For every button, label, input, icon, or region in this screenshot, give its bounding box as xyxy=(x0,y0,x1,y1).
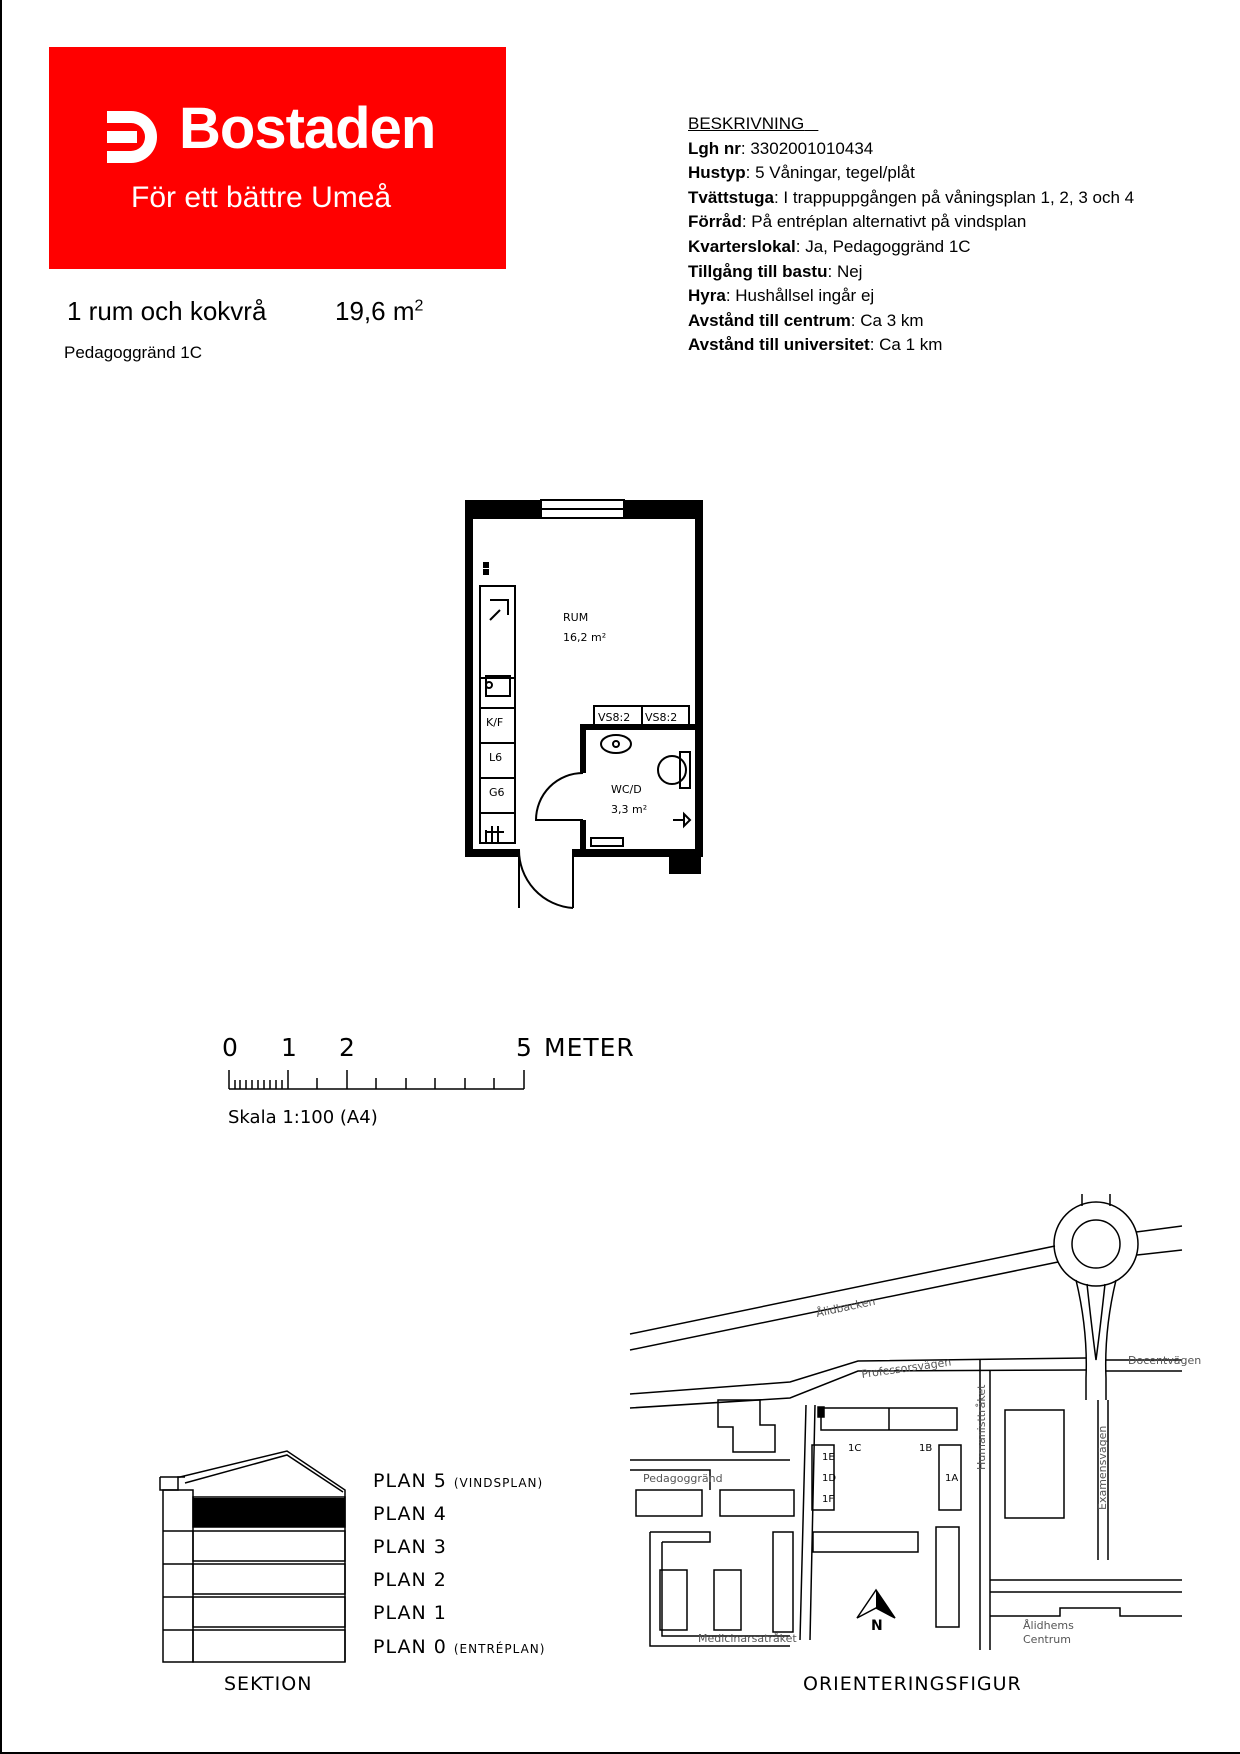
section-caption: SEKTION xyxy=(224,1673,313,1695)
street-label: Professorsvägen xyxy=(860,1355,953,1381)
description-row: Tvättstuga: I trappuppgången på våningsplan 1, 2, 3 och 4 xyxy=(688,187,1135,207)
scale-tick-label: 0 xyxy=(222,1033,238,1062)
building-label: 1D xyxy=(822,1473,837,1484)
description-value: I trappuppgången på våningsplan 1, 2, 3 och 4 xyxy=(783,187,1135,207)
description-row: Tillgång till bastu: Nej xyxy=(688,261,863,281)
description-value: På entréplan alternativt på vindsplan xyxy=(751,212,1027,232)
building-label: 1C xyxy=(848,1443,862,1454)
description-value: Nej xyxy=(836,261,863,281)
scale-tick-label: 1 xyxy=(281,1033,297,1062)
description-row: Hustyp: 5 Våningar, tegel/plåt xyxy=(688,163,915,183)
north-arrow-icon xyxy=(857,1590,895,1618)
building-label: 1E xyxy=(822,1452,835,1463)
description-key: Hyra xyxy=(688,286,726,306)
description-value: 3302001010434 xyxy=(750,138,874,158)
section-floor-label: PLAN 4 xyxy=(373,1503,447,1525)
building-label: 1B xyxy=(919,1443,933,1454)
description-key: Avstånd till universitet xyxy=(688,335,870,355)
description-heading: BESKRIVNING xyxy=(688,114,805,133)
room-area: 16,2 m² xyxy=(563,631,607,644)
apartment-street: Pedagoggränd 1C xyxy=(64,343,203,362)
description-key: Lgh nr xyxy=(688,138,741,158)
description-value: Ca 1 km xyxy=(879,335,943,355)
description-row: Förråd: På entréplan alternativt på vindsplan xyxy=(688,212,1027,232)
street-label: Docentvägen xyxy=(1128,1354,1202,1367)
description-row: Avstånd till centrum: Ca 3 km xyxy=(688,310,924,330)
description-row: Avstånd till universitet: Ca 1 km xyxy=(688,335,943,355)
section-floor-label: PLAN 3 xyxy=(373,1536,447,1558)
section-floor-label: PLAN 0 (ENTRÉPLAN) xyxy=(373,1636,546,1658)
building-label: 1A xyxy=(945,1473,959,1484)
street-label: Humanisttråket xyxy=(975,1384,988,1470)
logo-tagline: För ett bättre Umeå xyxy=(131,181,392,214)
description-value: Hushållsel ingår ej xyxy=(735,286,875,306)
unit-label: L6 xyxy=(489,751,503,764)
description-key: Avstånd till centrum xyxy=(688,310,851,330)
description-key: Tvättstuga xyxy=(688,187,774,207)
street-label: Pedagoggränd xyxy=(643,1472,723,1485)
building-label: 1F xyxy=(822,1494,835,1505)
closet-label: VS8:2 xyxy=(598,711,631,724)
apartment-area: 19,6 $m^2$ xyxy=(335,296,424,326)
street-label: Ålidbacken xyxy=(814,1294,877,1320)
room-label: RUM xyxy=(563,611,589,624)
description-key: Förråd xyxy=(688,212,742,232)
scale-tick-label: 2 xyxy=(339,1033,355,1062)
logo-brand: Bostaden xyxy=(179,96,436,161)
apartment-type: 1 rum och kokvrå xyxy=(67,296,267,326)
street-label: Medicinarsatråket xyxy=(698,1632,797,1645)
north-label: N xyxy=(871,1618,883,1634)
description-key: Kvarterslokal xyxy=(688,236,796,256)
scale-note: Skala 1:100 (A4) xyxy=(228,1107,378,1128)
place-label: Ålidhems xyxy=(1023,1619,1074,1632)
description-key: Hustyp xyxy=(688,163,746,183)
closet-label: VS8:2 xyxy=(645,711,678,724)
section-floor-label: PLAN 5 (VINDSPLAN) xyxy=(373,1470,544,1492)
description-row: Hyra: Hushållsel ingår ej xyxy=(688,286,875,306)
description-key: Tillgång till bastu xyxy=(688,261,828,281)
description-value: Ca 3 km xyxy=(860,310,924,330)
unit-label: K/F xyxy=(486,716,504,729)
wc-area: 3,3 m² xyxy=(611,803,648,816)
section-floor-label: PLAN 1 xyxy=(373,1602,447,1624)
place-label: Centrum xyxy=(1023,1633,1071,1646)
scale-unit: METER xyxy=(544,1033,635,1062)
scale-tick-label: 5 xyxy=(516,1033,532,1062)
map-caption: ORIENTERINGSFIGUR xyxy=(803,1673,1022,1695)
wc-label: WC/D xyxy=(611,783,642,796)
street-label: Examensvägen xyxy=(1096,1425,1109,1510)
description-value: 5 Våningar, tegel/plåt xyxy=(755,163,915,183)
description-row: Lgh nr: 3302001010434 xyxy=(688,138,874,158)
section-floor-label: PLAN 2 xyxy=(373,1569,447,1591)
description-value: Ja, Pedagoggränd 1C xyxy=(805,236,971,256)
description-row: Kvarterslokal: Ja, Pedagoggränd 1C xyxy=(688,236,971,256)
unit-label: G6 xyxy=(489,786,505,799)
